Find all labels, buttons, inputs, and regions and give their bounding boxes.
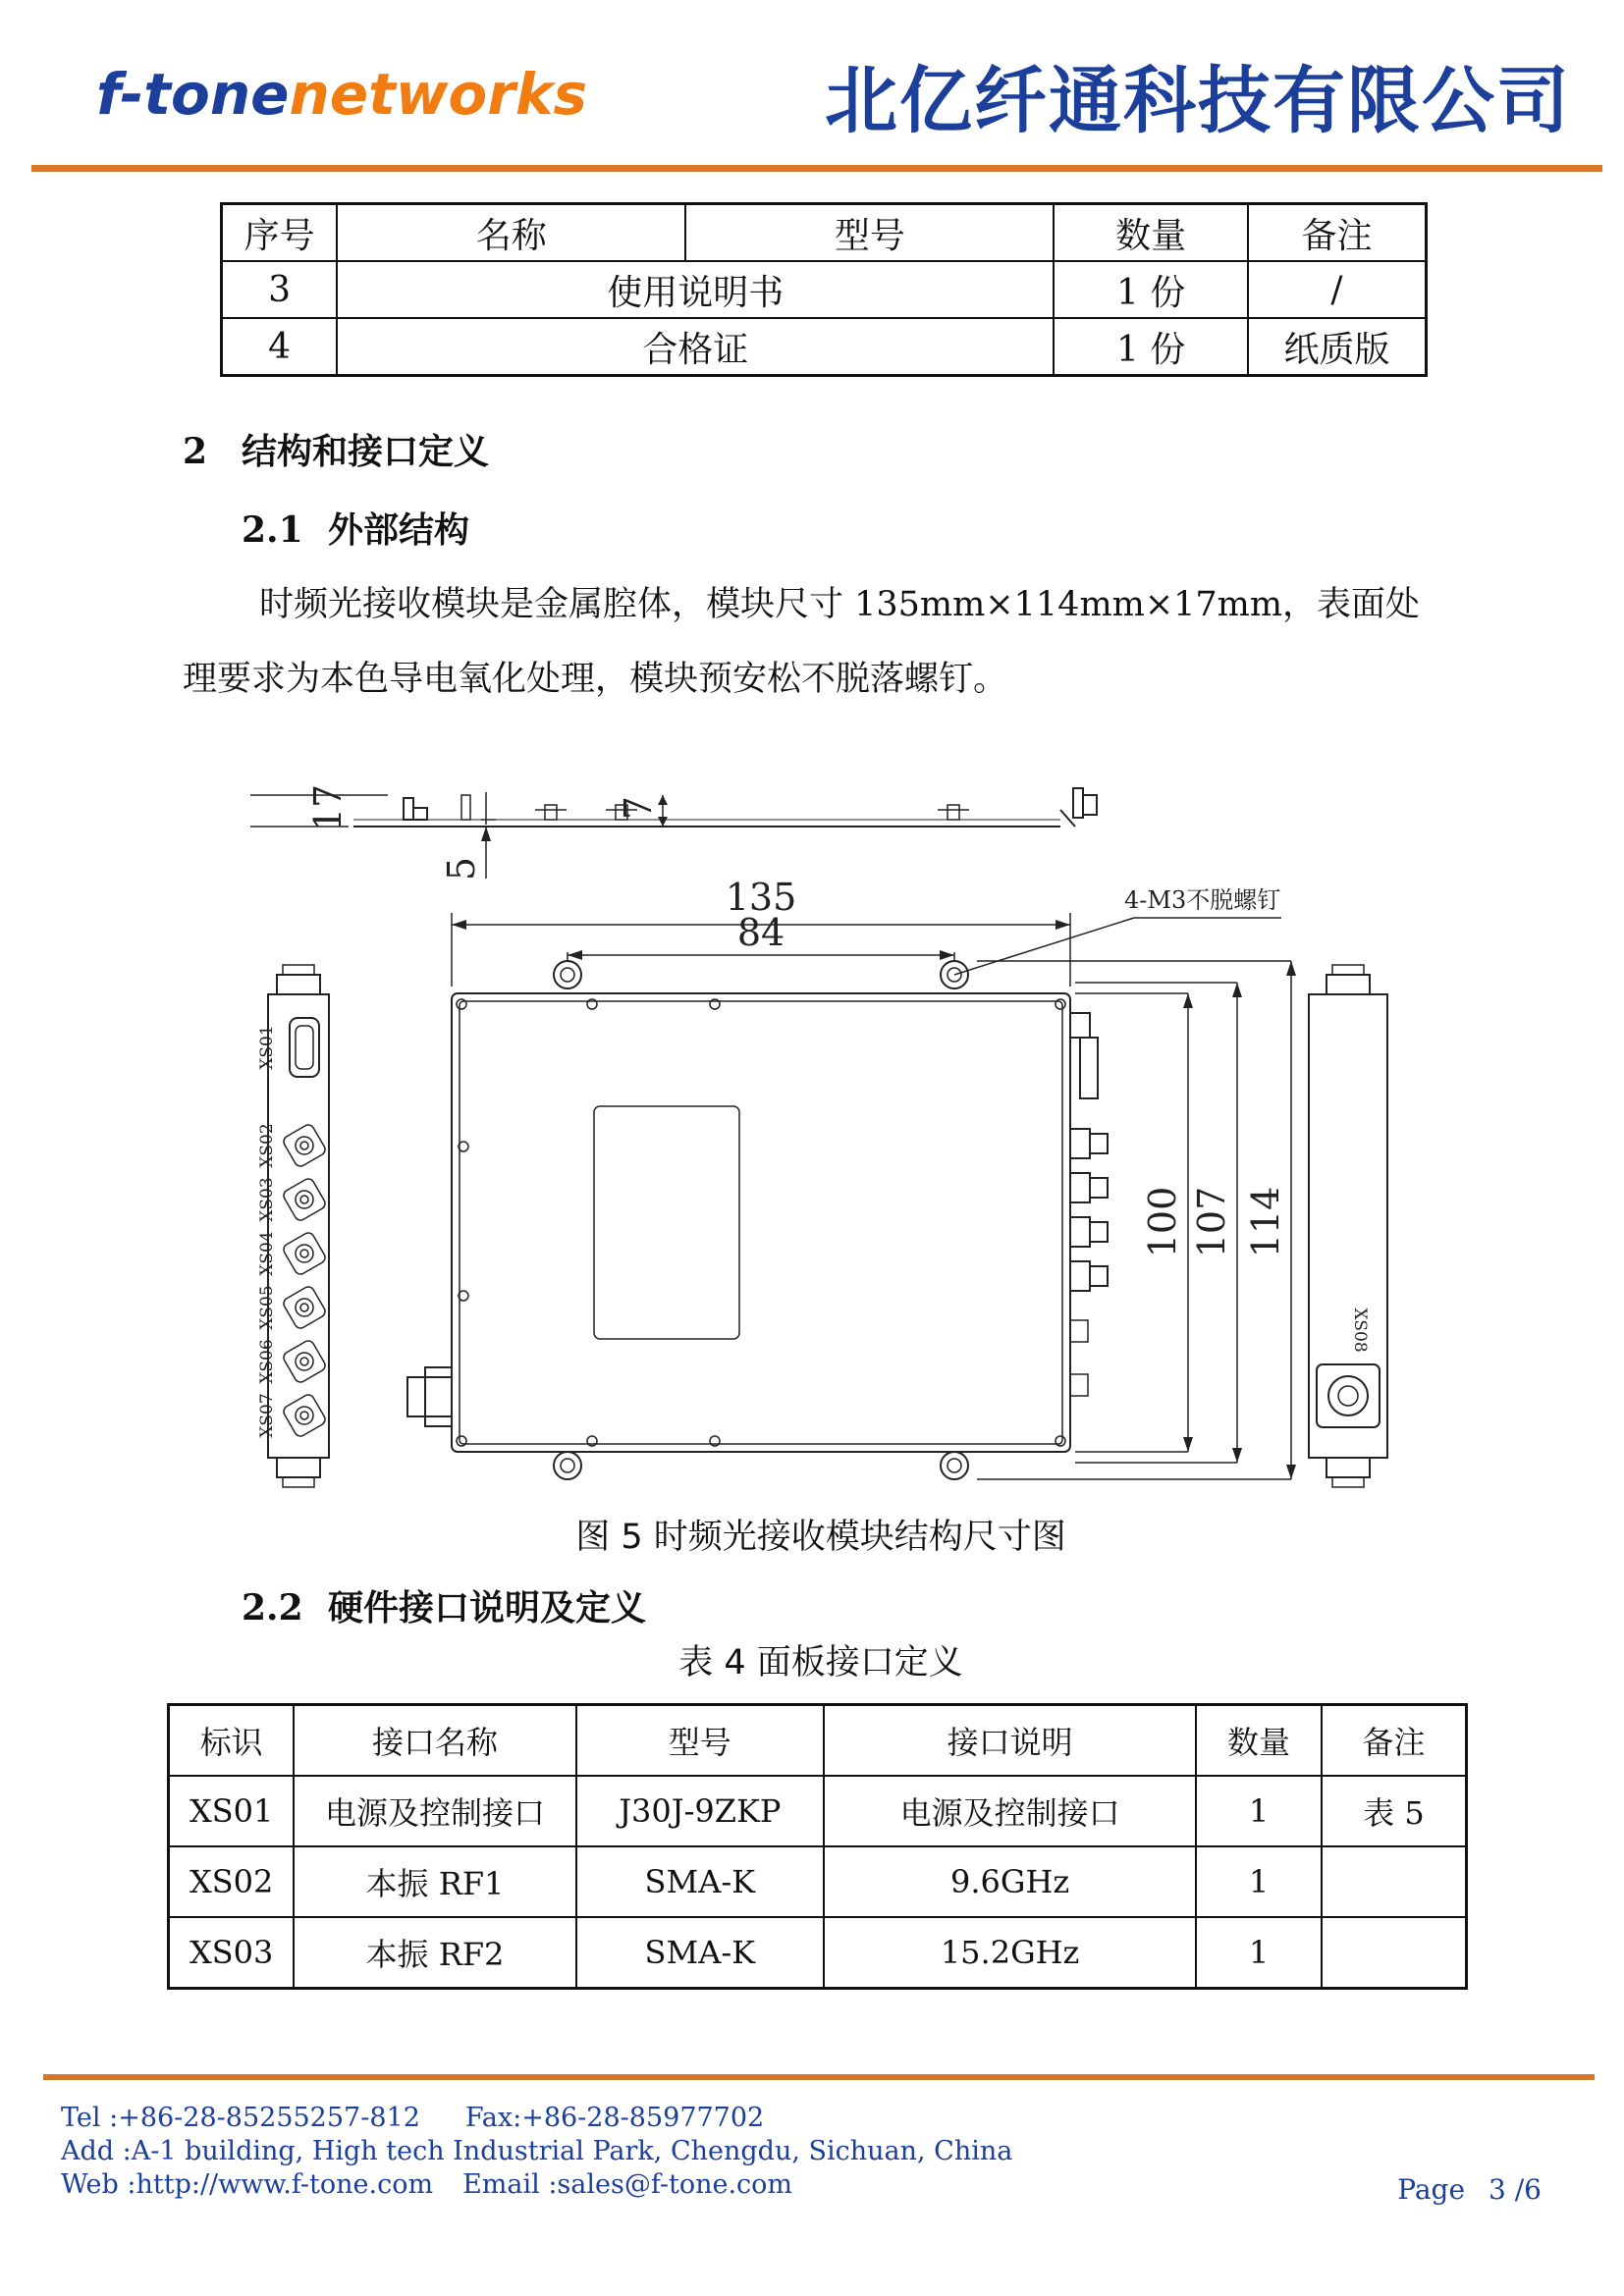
port-label-xs05: XS05: [257, 1285, 277, 1330]
dimension-135: 135: [725, 876, 797, 919]
footer-fax: Fax:+86-28-85977702: [464, 2103, 765, 2133]
screw-note: 4-M3不脱螺钉: [1124, 886, 1281, 914]
dimension-5: 5: [440, 856, 483, 881]
column-header: 名称: [337, 204, 685, 262]
page-label: Page: [1397, 2173, 1466, 2206]
cell-qty: 1 份: [1054, 261, 1248, 318]
section-title: 硬件接口说明及定义: [328, 1588, 647, 1629]
cell-note: 表 5: [1322, 1776, 1467, 1846]
footer-address: Add :A-1 building, High tech Industrial Park, Chengdu, Sichuan, China: [61, 2136, 1013, 2166]
table-caption: 表 4 面板接口定义: [678, 1643, 963, 1682]
column-header: 接口名称: [294, 1705, 575, 1777]
cell-note: [1322, 1917, 1467, 1989]
cell-name: 本振 RF1: [294, 1846, 575, 1917]
table-row: [169, 1917, 1467, 1989]
cell-qty: 1 份: [1054, 318, 1248, 376]
figure-caption: 图 5 时频光接收模块结构尺寸图: [575, 1518, 1066, 1557]
section-number: 2.2: [242, 1587, 303, 1629]
cell-id: XS01: [169, 1776, 295, 1846]
dimension-7: 7: [617, 795, 660, 821]
dimension-5-lines: [481, 820, 496, 879]
header-divider: [31, 165, 1602, 172]
cell-qty: 1: [1196, 1846, 1322, 1917]
section-heading-2-1: [242, 503, 469, 553]
module-dimension-drawing: [250, 751, 1399, 1497]
logo-text-part2: networks: [289, 61, 587, 128]
section-number: 2: [183, 431, 208, 472]
column-header: 数量: [1196, 1705, 1322, 1777]
column-header: 标识: [169, 1705, 295, 1777]
footer-web-line: [61, 2169, 792, 2200]
port-label-xs04: XS04: [257, 1231, 277, 1276]
dimension-107: 107: [1190, 1186, 1233, 1258]
table-row: [169, 1846, 1467, 1917]
column-header: 数量: [1054, 204, 1248, 262]
table-header-row: [222, 204, 1427, 262]
paragraph-line-2: 理要求为本色导电氧化处理，模块预安松不脱落螺钉。: [183, 660, 1008, 699]
column-header: 序号: [222, 204, 338, 262]
port-label-xs02: XS02: [257, 1123, 277, 1168]
dimension-100: 100: [1141, 1186, 1184, 1258]
column-header: 型号: [576, 1705, 824, 1777]
cell-qty: 1: [1196, 1776, 1322, 1846]
logo-text-part1: f-tone: [96, 61, 290, 128]
company-logo: [96, 61, 587, 128]
company-name: 北亿纤通科技有限公司: [825, 59, 1571, 143]
cell-no: 4: [222, 318, 338, 376]
interface-table: [167, 1703, 1468, 1990]
section-heading-2-2: [242, 1580, 646, 1630]
column-header: 备注: [1322, 1705, 1467, 1777]
footer-email-link[interactable]: Email :sales@f-tone.com: [462, 2169, 793, 2200]
cell-id: XS03: [169, 1917, 295, 1989]
cell-note: [1322, 1846, 1467, 1917]
footer-tel: Tel :+86-28-85255257-812: [61, 2103, 420, 2133]
cell-no: 3: [222, 261, 338, 318]
dimension-width-lines: [452, 913, 1281, 987]
column-header: 接口说明: [824, 1705, 1196, 1777]
page-value: 3 /6: [1489, 2173, 1542, 2206]
section-title: 外部结构: [328, 510, 470, 551]
cell-note: /: [1248, 261, 1427, 318]
cell-desc: 9.6GHz: [824, 1846, 1196, 1917]
table-header-row: [169, 1705, 1467, 1777]
cell-name: 合格证: [337, 318, 1054, 376]
column-header: 型号: [685, 204, 1054, 262]
parts-table: [220, 202, 1428, 377]
column-header: 备注: [1248, 204, 1427, 262]
cell-name: 使用说明书: [337, 261, 1054, 318]
cell-note: 纸质版: [1248, 318, 1427, 376]
table-row: [222, 318, 1427, 376]
dimension-84: 84: [736, 911, 785, 954]
cell-model: SMA-K: [576, 1846, 824, 1917]
footer-contact-line: [61, 2103, 764, 2133]
cell-name: 电源及控制接口: [294, 1776, 575, 1846]
right-side-view: [1309, 965, 1387, 1487]
footer-web-link[interactable]: Web :http://www.f-tone.com: [61, 2169, 434, 2200]
port-label-xs03: XS03: [257, 1177, 277, 1222]
cell-model: J30J-9ZKP: [576, 1776, 824, 1846]
port-label-xs06: XS06: [257, 1339, 277, 1384]
table-row: [169, 1776, 1467, 1846]
front-view: [407, 961, 1108, 1479]
section-heading-2: [183, 424, 489, 474]
left-side-view: [268, 965, 329, 1487]
cell-desc: 电源及控制接口: [824, 1776, 1196, 1846]
dimension-114: 114: [1244, 1186, 1287, 1258]
cell-desc: 15.2GHz: [824, 1917, 1196, 1989]
section-title: 结构和接口定义: [242, 432, 490, 472]
port-label-xs01: XS01: [257, 1025, 277, 1070]
side-view-top: [353, 788, 1097, 827]
port-label-xs08: XS08: [1350, 1308, 1370, 1353]
dimension-17: 17: [306, 783, 350, 832]
cell-id: XS02: [169, 1846, 295, 1917]
table-row: [222, 261, 1427, 318]
section-number: 2.1: [242, 509, 303, 551]
cell-qty: 1: [1196, 1917, 1322, 1989]
port-label-xs07: XS07: [257, 1393, 277, 1438]
paragraph-line-1: 时频光接收模块是金属腔体，模块尺寸 135mm×114mm×17mm，表面处: [259, 585, 1421, 624]
cell-model: SMA-K: [576, 1917, 824, 1989]
footer-divider: [43, 2074, 1595, 2080]
page-number: [1397, 2173, 1542, 2206]
cell-name: 本振 RF2: [294, 1917, 575, 1989]
